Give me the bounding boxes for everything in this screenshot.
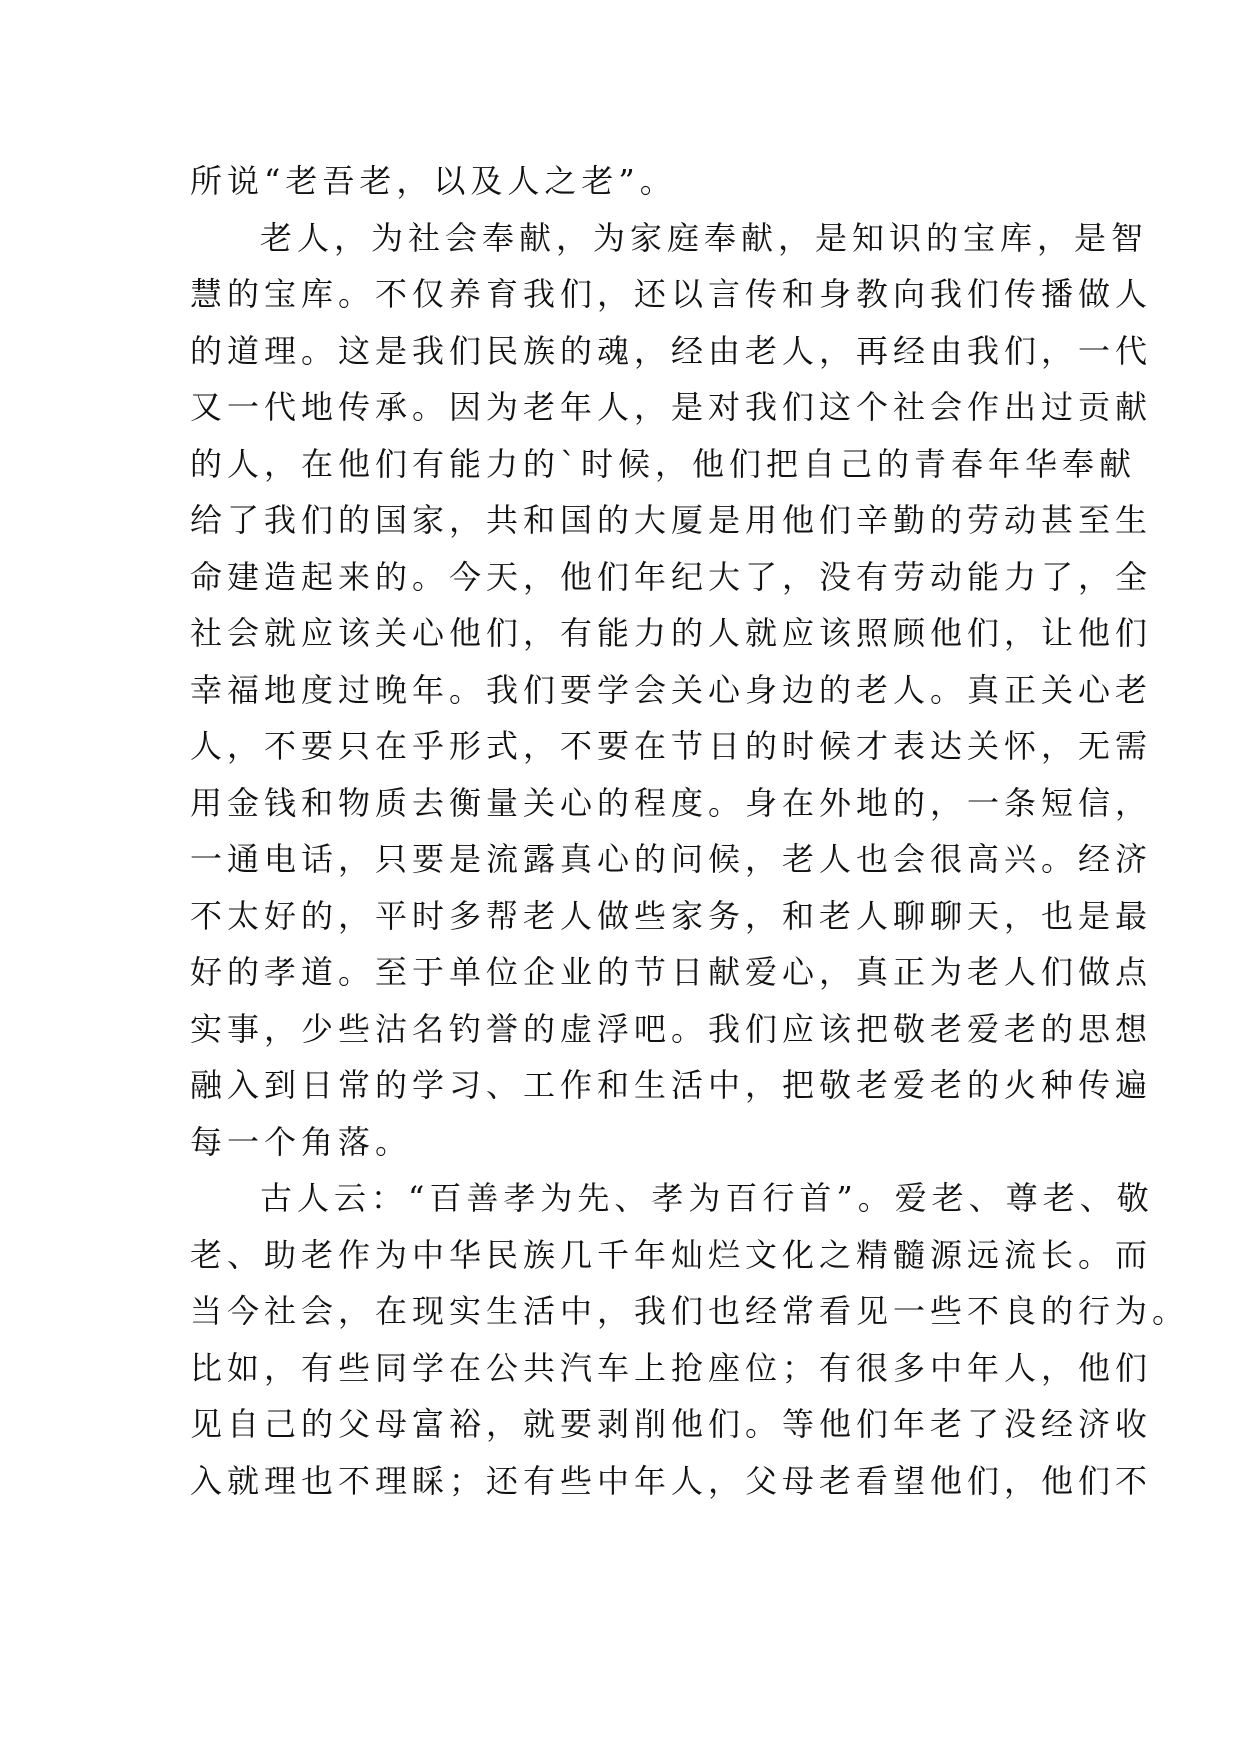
- text-line: 见自己的父母富裕，就要剥削他们。等他们年老了没经济收: [190, 1405, 1153, 1443]
- text-line: 融入到日常的学习、工作和生活中，把敬老爱老的火种传遍: [190, 1066, 1153, 1104]
- text-line: 实事，少些沽名钓誉的虚浮吧。我们应该把敬老爱老的思想: [190, 1009, 1153, 1048]
- text-line: 人，不要只在乎形式，不要在节日的时候才表达关怀，无需: [190, 727, 1153, 765]
- text-line: 给了我们的国家，共和国的大厦是用他们辛勤的劳动甚至生: [190, 501, 1153, 539]
- text-line: 不太好的，平时多帮老人做些家务，和老人聊聊天，也是最: [190, 896, 1153, 935]
- text-line: 一通电话，只要是流露真心的问候，老人也会很高兴。经济: [190, 840, 1153, 878]
- text-line: 的人，在他们有能力的`时候，他们把自己的青春年华奉献: [190, 444, 1137, 483]
- paragraph-first-line: 古人云：“百善孝为先、孝为百行首”。爱老、尊老、敬: [260, 1179, 1154, 1217]
- text-line: 所说“老吾老，以及人之老”。: [190, 162, 677, 200]
- text-line: 幸福地度过晚年。我们要学会关心身边的老人。真正关心老: [190, 670, 1153, 709]
- text-line: 当今社会，在现实生活中，我们也经常看见一些不良的行为。: [190, 1292, 1190, 1330]
- text-line: 好的孝道。至于单位企业的节日献爱心，真正为老人们做点: [190, 953, 1153, 991]
- paragraph-first-line: 老人，为社会奉献，为家庭奉献，是知识的宝库，是智: [260, 218, 1149, 257]
- document-body: [190, 153, 1190, 1509]
- text-line: 每一个角落。: [190, 1122, 413, 1161]
- text-line: 慧的宝库。不仅养育我们，还以言传和身教向我们传播做人: [190, 275, 1153, 313]
- text-line: 又一代地传承。因为老年人，是对我们这个社会作出过贡献: [190, 388, 1153, 426]
- text-line: 的道理。这是我们民族的魂，经由老人，再经由我们，一代: [190, 331, 1153, 370]
- text-line: 用金钱和物质去衡量关心的程度。身在外地的，一条短信，: [190, 783, 1153, 822]
- text-line: 社会就应该关心他们，有能力的人就应该照顾他们，让他们: [190, 614, 1153, 652]
- text-line: 比如，有些同学在公共汽车上抢座位；有很多中年人，他们: [190, 1348, 1153, 1387]
- text-line: 入就理也不理睬；还有些中年人，父母老看望他们，他们不: [190, 1461, 1153, 1500]
- text-line: 老、助老作为中华民族几千年灿烂文化之精髓源远流长。而: [190, 1235, 1153, 1274]
- text-line: 命建造起来的。今天，他们年纪大了，没有劳动能力了，全: [190, 557, 1153, 596]
